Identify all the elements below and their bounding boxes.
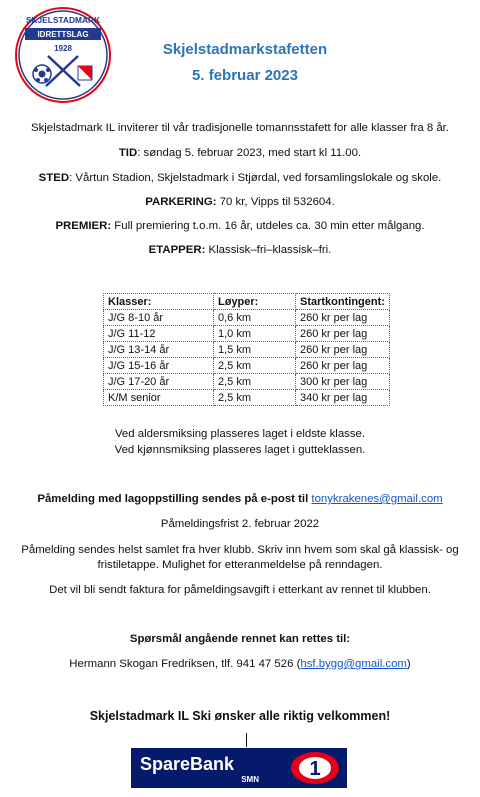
table-row: [104, 358, 390, 374]
etapper-label: ETAPPER:: [148, 244, 206, 256]
table-row: [104, 326, 390, 342]
table-cell: J/G 11-12: [104, 326, 214, 342]
table-cell: 260 kr per lag: [296, 310, 390, 326]
table-cell: 260 kr per lag: [296, 342, 390, 358]
table-cell: J/G 15-16 år: [104, 358, 214, 374]
table-header-fee: Startkontingent:: [296, 294, 390, 310]
table-cell: 1,5 km: [214, 342, 296, 358]
logo-mid-text: IDRETTSLAG: [37, 30, 89, 39]
parkering-label: PARKERING:: [145, 196, 217, 208]
parkering-value: 70 kr, Vipps til 532604.: [216, 196, 335, 208]
table-cell: 2,5 km: [214, 390, 296, 406]
sponsor-mark: 1: [309, 758, 321, 780]
tid-label: TID: [118, 147, 138, 159]
sponsor-sub: SMN: [241, 775, 259, 784]
table-cell: K/M senior: [104, 390, 214, 406]
table-cell: 260 kr per lag: [296, 326, 390, 342]
table-header-classes: Klasser:: [104, 294, 214, 310]
closing-text: Skjelstadmark IL Ski ønsker alle riktig velkommen!: [89, 709, 391, 723]
intro-text: Skjelstadmark IL inviterer til vår tradisjonelle tomannsstafett for alle klasser fra 8 år.: [30, 122, 450, 134]
premier-label: PREMIER:: [55, 220, 112, 232]
premier-value: Full premiering t.o.m. 16 år, utdeles ca. 30 min etter målgang.: [111, 220, 425, 232]
event-title: Skjelstadmarkstafetten: [162, 41, 328, 58]
table-cell: 260 kr per lag: [296, 358, 390, 374]
club-logo: [14, 6, 112, 104]
table-cell: 0,6 km: [214, 310, 296, 326]
contact-line: [0, 657, 480, 671]
contact-person: Hermann Skogan Fredriksen, tlf. 941 47 526 (: [69, 658, 301, 670]
info-sted: [0, 171, 480, 185]
table-cell: J/G 13-14 år: [104, 342, 214, 358]
sponsor-name: SpareBank: [140, 754, 235, 774]
table-cell: 2,5 km: [214, 358, 296, 374]
info-tid: [0, 146, 480, 160]
age-mixing-rule: Ved aldersmiksing plasseres laget i eldste klasse.: [114, 428, 366, 440]
registration-details-line2: fristiletappe. Mulighet for etteranmeldelse på renndagen.: [97, 559, 383, 571]
event-title-block: [120, 40, 370, 86]
table-row: [104, 390, 390, 406]
info-premier: [0, 219, 480, 233]
registration-heading: [0, 492, 480, 506]
contact-heading: Spørsmål angående rennet kan rettes til:: [129, 633, 351, 645]
event-date: 5. februar 2023: [192, 67, 298, 84]
table-cell: 2,5 km: [214, 374, 296, 390]
invoice-note: Det vil bli sendt faktura for påmeldingsavgift i etterkant av rennet til klubben.: [49, 584, 431, 596]
contact-close-paren: ): [406, 658, 411, 670]
table-header-tracks: Løyper:: [214, 294, 296, 310]
table-row: [104, 342, 390, 358]
class-table: [103, 293, 390, 406]
etapper-value: Klassisk–fri–klassisk–fri.: [205, 244, 332, 256]
table-row: [104, 310, 390, 326]
sponsor-logo: [131, 748, 347, 788]
registration-deadline: Påmeldingsfrist 2. februar 2022: [160, 518, 320, 530]
orienteering-flag-icon: [78, 66, 92, 80]
table-cell: J/G 17-20 år: [104, 374, 214, 390]
text-cursor: [246, 733, 247, 747]
registration-email-link[interactable]: tonykrakenes@gmail.com: [311, 493, 443, 505]
table-cell: 1,0 km: [214, 326, 296, 342]
table-cell: 300 kr per lag: [296, 374, 390, 390]
info-etapper: [0, 243, 480, 257]
registration-heading-text: Påmelding med lagoppstilling sendes på e-post til: [37, 493, 309, 505]
registration-details-line1: Påmelding sendes helst samlet fra hver klubb. Skriv inn hvem som skal gå klassisk- og: [21, 544, 459, 556]
table-cell: J/G 8-10 år: [104, 310, 214, 326]
sted-value: : Vårtun Stadion, Skjelstadmark i Stjørdal, ved forsamlingslokale og skole.: [69, 172, 442, 184]
logo-top-text: SKJELSTADMARK: [25, 15, 101, 25]
logo-year: 1928: [54, 44, 72, 53]
tid-value: : søndag 5. februar 2023, med start kl 11.00.: [137, 147, 362, 159]
sted-label: STED: [38, 172, 70, 184]
gender-mixing-rule: Ved kjønnsmiksing plasseres laget i gutteklassen.: [114, 444, 366, 456]
contact-email-link[interactable]: hsf.bygg@gmail.com: [300, 658, 407, 670]
table-header-row: [104, 294, 390, 310]
info-parkering: [0, 195, 480, 209]
table-cell: 340 kr per lag: [296, 390, 390, 406]
table-row: [104, 374, 390, 390]
